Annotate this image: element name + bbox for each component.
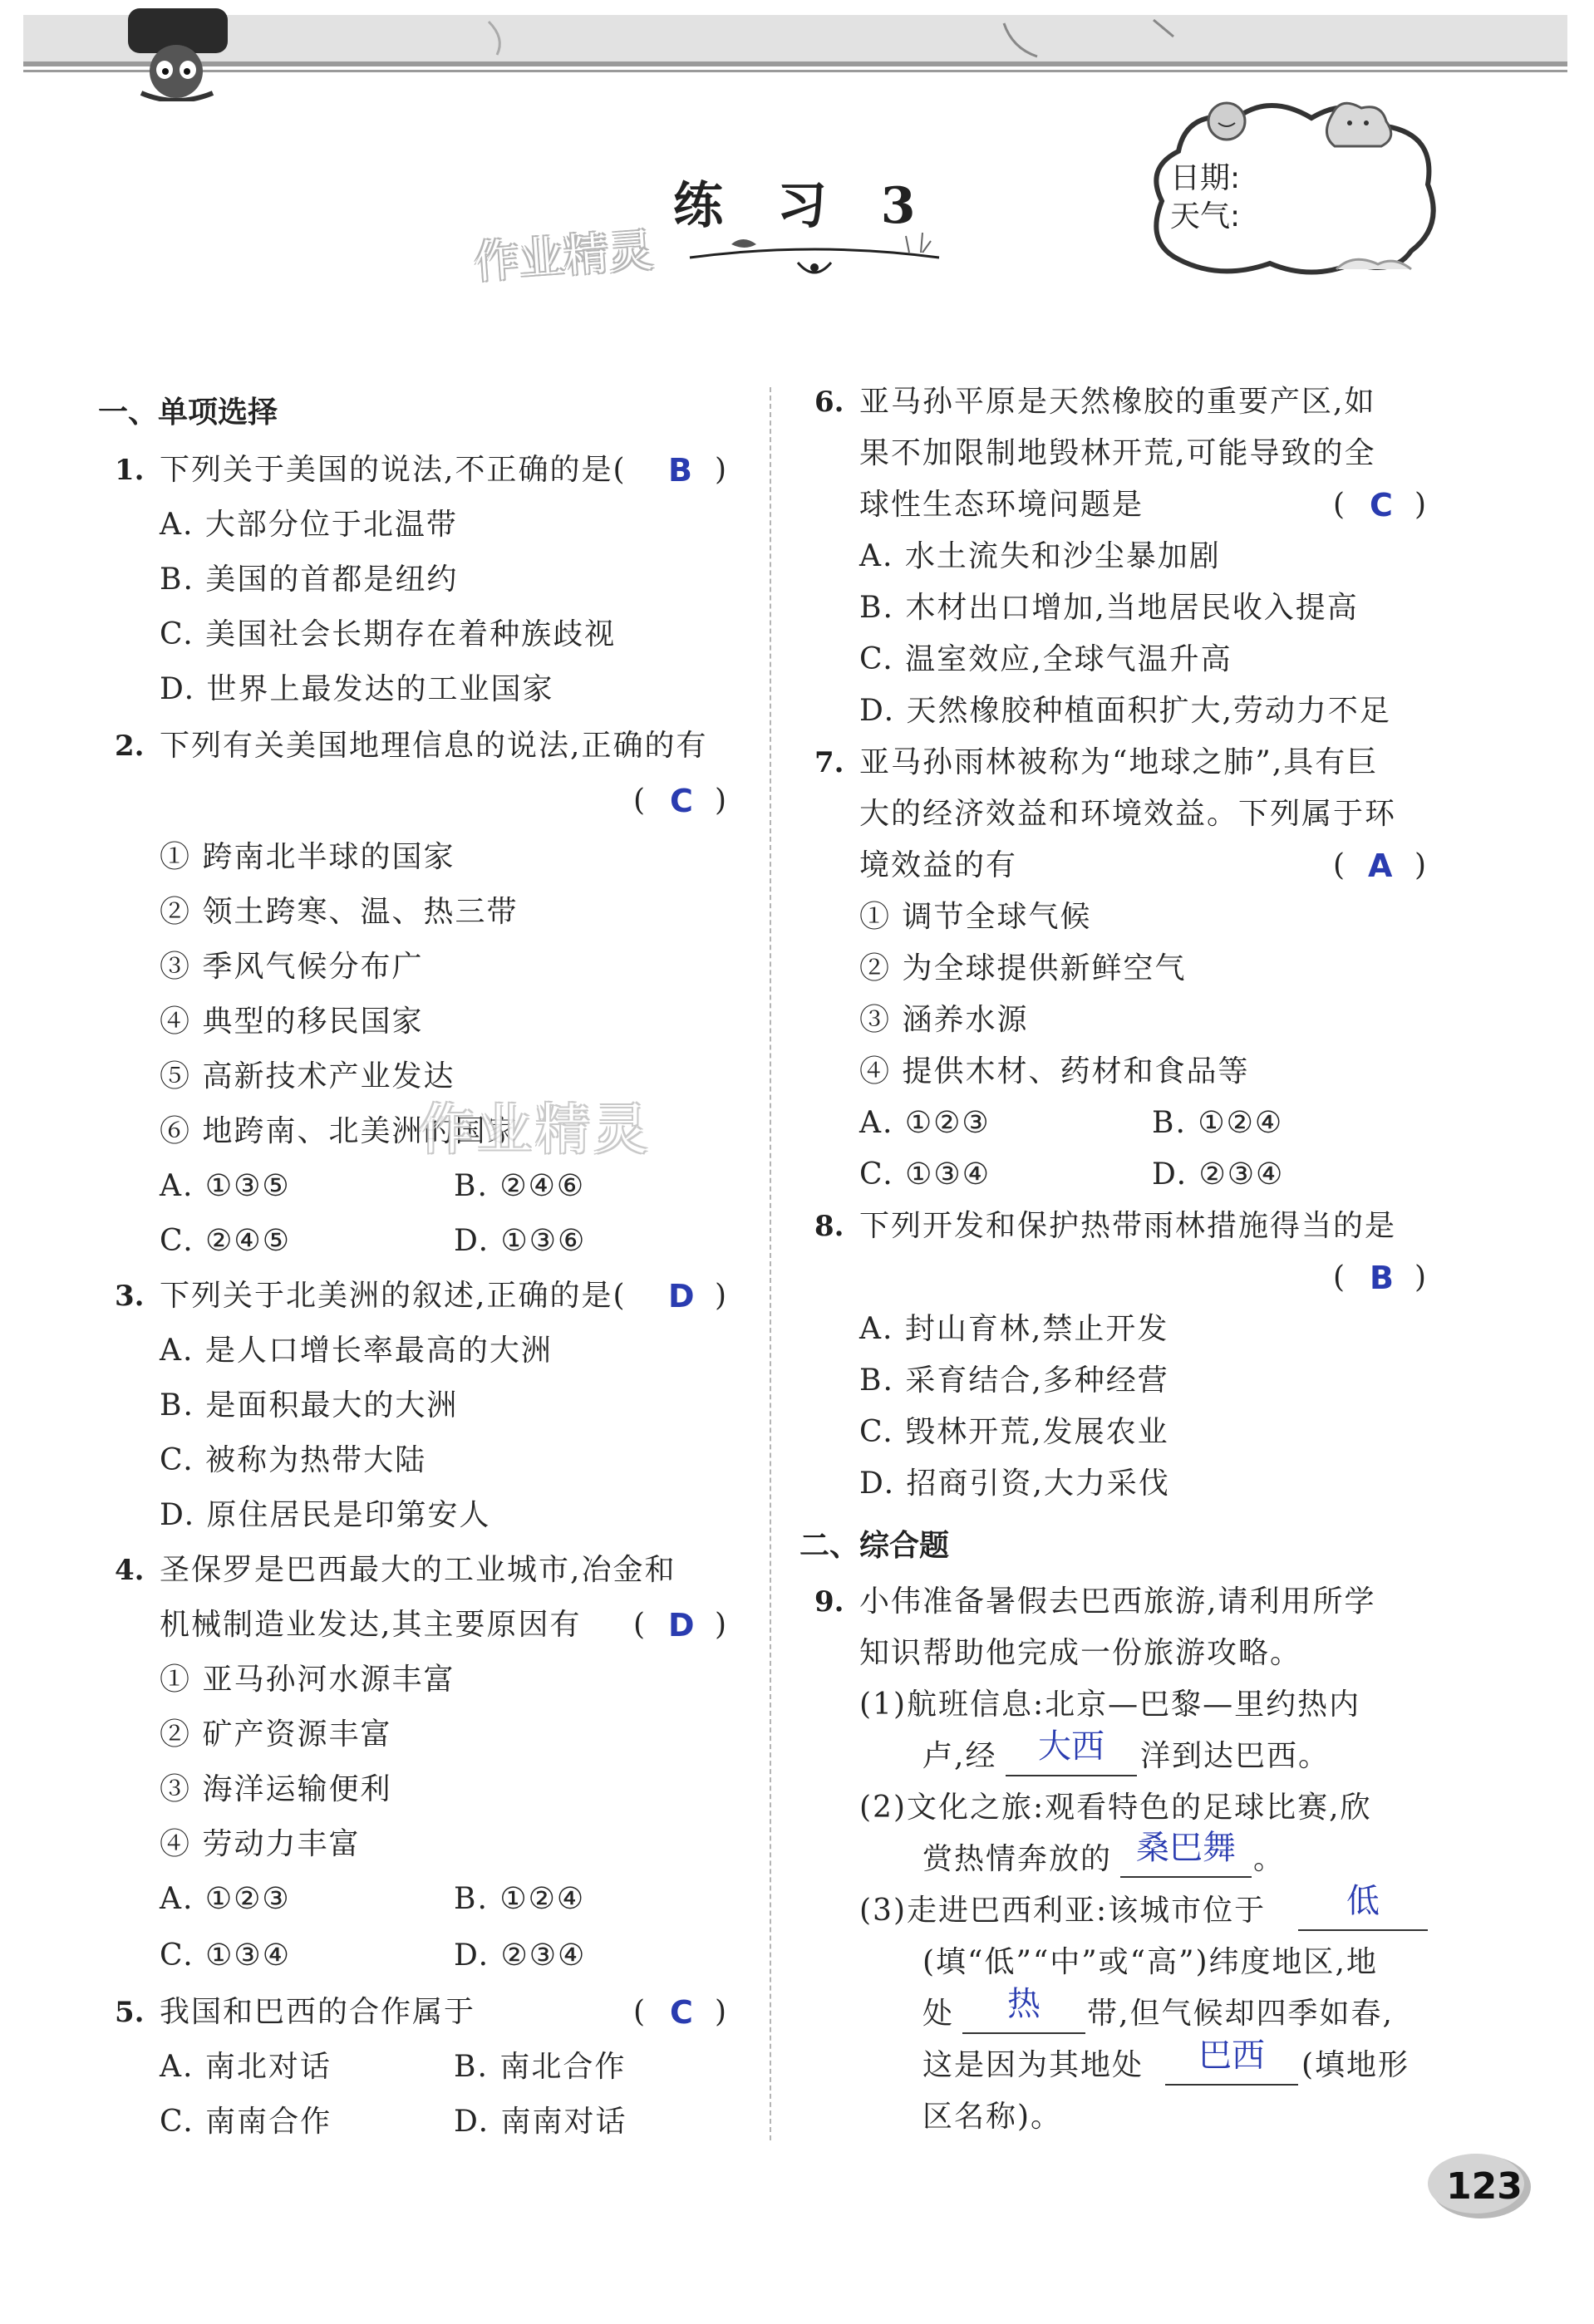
q4-paren-open: ( <box>633 1608 646 1642</box>
q3-answer: D <box>668 1278 695 1314</box>
q6-stem-line-2: 果不加限制地毁林开荒,可能导致的全 <box>859 436 1376 470</box>
q6-stem-line-3: 球性生态环境问题是 <box>859 488 1144 522</box>
q7-item-2: ② 为全球提供新鲜空气 <box>859 951 1187 985</box>
q3-option-a: A. 是人口增长率最高的大洲 <box>160 1334 553 1368</box>
q6-option-c: C. 温室效应,全球气温升高 <box>859 642 1232 676</box>
q9-p3-pre-4: 这是因为其地处 <box>922 2048 1144 2082</box>
q9-p3-blank-2-answer: 热 <box>1007 1985 1041 2023</box>
q5-option-a: A. 南北对话 <box>160 2050 332 2084</box>
q2-item-6: ⑥ 地跨南、北美洲的国家 <box>160 1114 519 1148</box>
q9-p3-blank-3-answer: 巴西 <box>1198 2037 1265 2075</box>
q9-p3-post-4: (填地形 <box>1301 2048 1410 2082</box>
q6-option-d: D. 天然橡胶种植面积扩大,劳动力不足 <box>859 694 1391 728</box>
header-band <box>23 15 1567 78</box>
q4-number: 4. <box>115 1554 145 1587</box>
q5-option-c: C. 南南合作 <box>160 2105 332 2139</box>
q7-answer: A <box>1368 848 1393 884</box>
q5-paren-open: ( <box>633 1995 646 2029</box>
q9-p3-blank-1-line <box>1298 1929 1428 1931</box>
page-number: 123 <box>1446 2165 1523 2208</box>
q5-number: 5. <box>115 1996 145 2029</box>
q1-option-b: B. 美国的首都是纽约 <box>160 563 459 597</box>
q2-paren-open: ( <box>633 784 646 818</box>
q7-option-c: C. ①③④ <box>859 1157 991 1191</box>
date-label: 日期: <box>1170 161 1241 195</box>
q5-paren-close: ) <box>715 1995 727 2029</box>
q4-option-d: D. ②③④ <box>454 1938 587 1973</box>
q2-item-2: ② 领土跨寒、温、热三带 <box>160 895 519 929</box>
q3-option-c: C. 被称为热带大陆 <box>160 1443 427 1477</box>
q1-option-c: C. 美国社会长期存在着种族歧视 <box>160 617 617 651</box>
section-comprehensive: 二、综合题 <box>799 1529 950 1563</box>
q7-item-3: ③ 涵养水源 <box>859 1003 1029 1037</box>
q2-item-4: ④ 典型的移民国家 <box>160 1005 424 1039</box>
q6-answer: C <box>1370 487 1393 523</box>
q7-stem-line-1: 亚马孙雨林被称为“地球之肺”,具有巨 <box>859 745 1379 779</box>
q1-answer: B <box>668 452 692 489</box>
q6-option-a: A. 水土流失和沙尘暴加剧 <box>859 539 1221 573</box>
q1-option-d: D. 世界上最发达的工业国家 <box>160 672 554 706</box>
q2-option-b: B. ②④⑥ <box>454 1169 586 1203</box>
title-block <box>474 150 939 291</box>
q8-option-a: A. 封山育林,禁止开发 <box>859 1312 1169 1346</box>
q7-item-4: ④ 提供木材、药材和食品等 <box>859 1054 1250 1088</box>
q9-p1-line-1: (1)航班信息:北京—巴黎—里约热内 <box>859 1688 1361 1722</box>
q8-paren-close: ) <box>1414 1260 1427 1295</box>
q9-p2-blank-answer: 桑巴舞 <box>1136 1829 1236 1867</box>
q4-item-3: ③ 海洋运输便利 <box>160 1772 392 1806</box>
page-title: 练 习 3 <box>673 177 934 235</box>
q4-paren-close: ) <box>715 1608 727 1642</box>
q3-option-d: D. 原住居民是印第安人 <box>160 1498 491 1532</box>
q3-stem: 下列关于北美洲的叙述,正确的是( <box>160 1279 627 1313</box>
q2-option-d: D. ①③⑥ <box>454 1224 587 1258</box>
q5-answer: C <box>670 1994 693 2031</box>
q1-number: 1. <box>115 454 145 487</box>
q2-answer: C <box>670 783 693 819</box>
q4-option-a: A. ①②③ <box>160 1882 291 1916</box>
q8-answer: B <box>1370 1260 1394 1296</box>
q9-number: 9. <box>814 1585 844 1619</box>
q9-p3-blank-3-line <box>1165 2084 1298 2086</box>
q9-p1-pre: 卢,经 <box>922 1739 997 1773</box>
watermark: 作业精灵 <box>472 224 656 289</box>
q3-paren-close: ) <box>715 1279 727 1313</box>
q8-stem: 下列开发和保护热带雨林措施得当的是 <box>859 1209 1397 1243</box>
q9-p3-blank-1-answer: 低 <box>1346 1882 1380 1920</box>
q2-item-5: ⑤ 高新技术产业发达 <box>160 1059 455 1093</box>
q8-paren-open: ( <box>1333 1260 1346 1295</box>
q7-paren-open: ( <box>1333 848 1346 882</box>
q5-stem: 我国和巴西的合作属于 <box>160 1995 476 2029</box>
q7-option-d: D. ②③④ <box>1152 1157 1285 1191</box>
q7-number: 7. <box>814 746 844 779</box>
q3-number: 3. <box>115 1280 145 1313</box>
q9-p3-blank-2-line <box>962 2032 1085 2034</box>
q9-p3-pre-1: (3)走进巴西利亚:该城市位于 <box>859 1894 1267 1928</box>
weather-label: 天气: <box>1170 199 1241 233</box>
q6-option-b: B. 木材出口增加,当地居民收入提高 <box>859 591 1359 625</box>
q9-p2-blank-line <box>1120 1876 1252 1878</box>
section-single-choice: 一、单项选择 <box>98 396 278 430</box>
q5-option-b: B. 南北合作 <box>454 2050 627 2084</box>
q3-option-b: B. 是面积最大的大洲 <box>160 1388 459 1422</box>
q1-option-a: A. 大部分位于北温带 <box>160 508 458 542</box>
q4-option-c: C. ①③④ <box>160 1938 291 1973</box>
q1-paren-close: ) <box>715 453 727 487</box>
q9-p2-line-1: (2)文化之旅:观看特色的足球比赛,欣 <box>859 1791 1372 1825</box>
q4-stem-line-1: 圣保罗是巴西最大的工业城市,冶金和 <box>160 1553 676 1587</box>
q7-option-b: B. ①②④ <box>1152 1106 1284 1140</box>
q6-paren-close: ) <box>1414 488 1427 522</box>
q2-stem: 下列有关美国地理信息的说法,正确的有 <box>160 729 708 763</box>
q9-p1-blank-line <box>1006 1775 1137 1776</box>
q8-option-d: D. 招商引资,大力采伐 <box>859 1467 1170 1501</box>
q5-option-d: D. 南南对话 <box>454 2105 627 2139</box>
q7-stem-line-3: 境效益的有 <box>859 848 1018 882</box>
watermark-middle: 作业精灵 <box>419 1098 652 1162</box>
q4-option-b: B. ①②④ <box>454 1882 586 1916</box>
q7-paren-close: ) <box>1414 848 1427 882</box>
q2-item-1: ① 跨南北半球的国家 <box>160 840 455 874</box>
q6-stem-line-1: 亚马孙平原是天然橡胶的重要产区,如 <box>859 385 1376 419</box>
q4-item-2: ② 矿产资源丰富 <box>160 1717 392 1752</box>
q9-p3-post-3: 带,但气候却四季如春, <box>1087 1997 1394 2031</box>
q2-number: 2. <box>115 730 145 763</box>
q2-item-3: ③ 季风气候分布广 <box>160 950 424 984</box>
q9-stem-line-2: 知识帮助他完成一份旅游攻略。 <box>859 1636 1302 1670</box>
q7-item-1: ① 调节全球气候 <box>859 900 1092 934</box>
q4-answer: D <box>668 1607 695 1644</box>
q8-option-c: C. 毁林开荒,发展农业 <box>859 1415 1169 1449</box>
q9-stem-line-1: 小伟准备暑假去巴西旅游,请利用所学 <box>859 1585 1376 1619</box>
q4-item-1: ① 亚马孙河水源丰富 <box>160 1663 455 1697</box>
q9-p1-blank-answer: 大西 <box>1038 1727 1104 1766</box>
q2-option-c: C. ②④⑤ <box>160 1224 291 1258</box>
q7-option-a: A. ①②③ <box>859 1106 991 1140</box>
q7-stem-line-2: 大的经济效益和环境效益。下列属于环 <box>859 797 1397 831</box>
column-divider <box>770 387 771 2140</box>
q6-number: 6. <box>814 386 844 419</box>
mascot-icon <box>125 0 249 101</box>
q9-p2-pre: 赏热情奔放的 <box>922 1842 1113 1876</box>
q9-p3-line-2: (填“低”“中”或“高”)纬度地区,地 <box>922 1945 1378 1979</box>
title-ornament-icon <box>681 233 947 286</box>
q9-p1-post: 洋到达巴西。 <box>1140 1739 1331 1773</box>
q6-paren-open: ( <box>1333 488 1346 522</box>
q2-paren-close: ) <box>715 784 727 818</box>
q4-item-4: ④ 劳动力丰富 <box>160 1827 361 1861</box>
q9-p2-post: 。 <box>1253 1842 1286 1876</box>
q4-stem-line-2: 机械制造业发达,其主要原因有 <box>160 1608 582 1642</box>
q8-option-b: B. 采育结合,多种经营 <box>859 1363 1169 1398</box>
q9-p3-pre-3: 处 <box>922 1997 955 2031</box>
q1-stem: 下列关于美国的说法,不正确的是( <box>160 453 627 487</box>
q2-option-a: A. ①③⑤ <box>160 1169 291 1203</box>
q9-p3-line-5: 区名称)。 <box>922 2100 1063 2134</box>
q8-number: 8. <box>814 1210 844 1243</box>
